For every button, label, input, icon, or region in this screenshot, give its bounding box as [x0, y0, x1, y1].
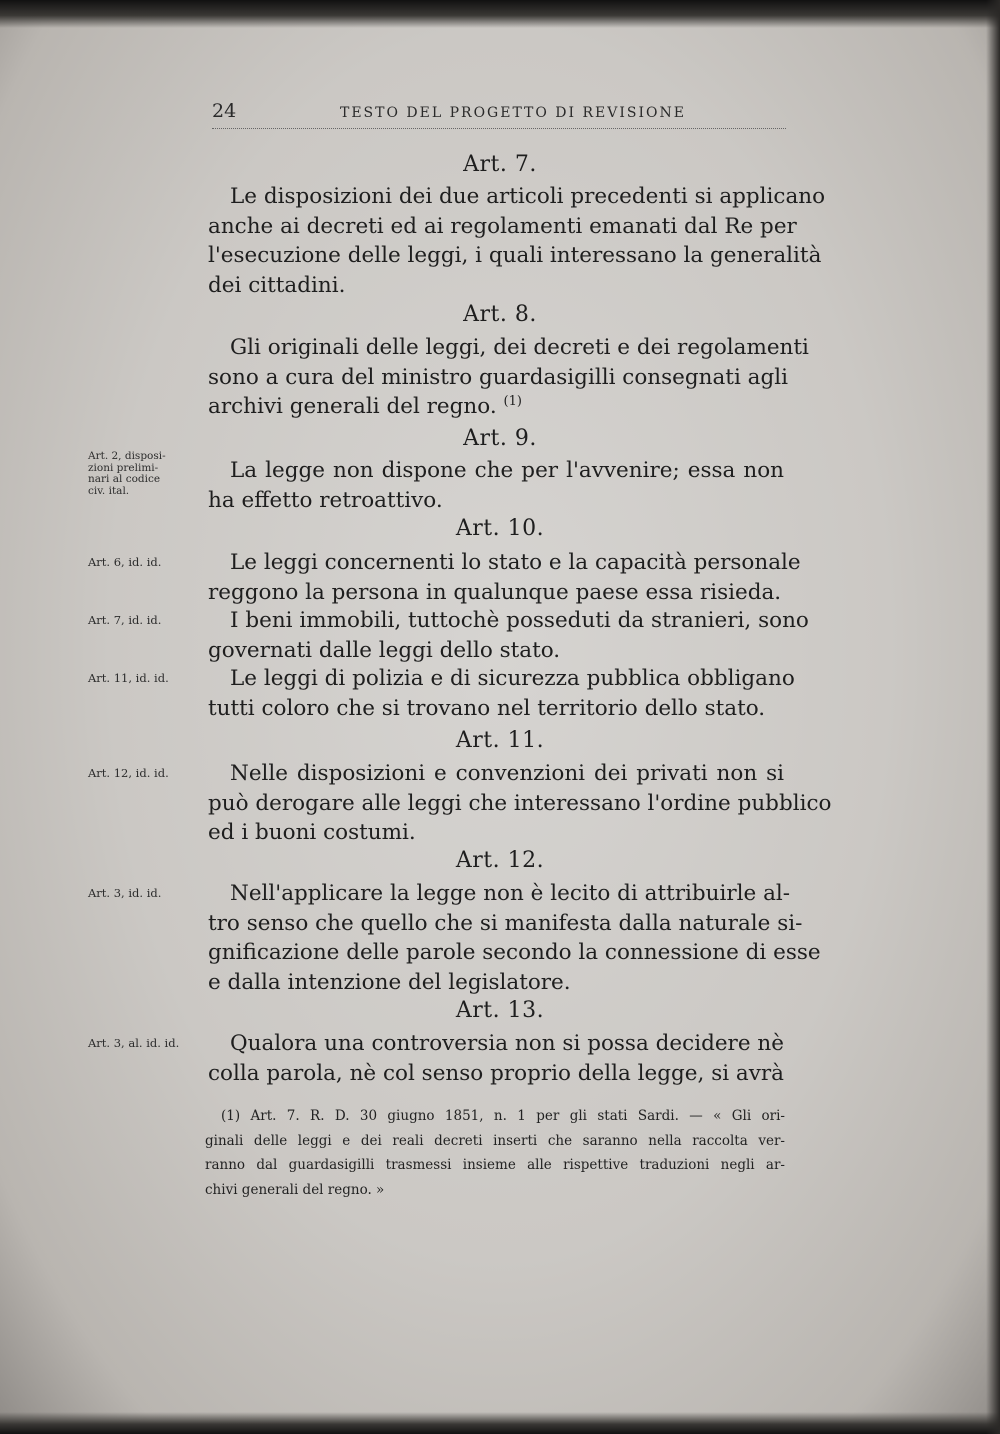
article-paragraph — [208, 664, 795, 723]
page-number: 24 — [212, 100, 237, 122]
text-line: può derogare alle leggi che interessano l'ordine pubblico — [208, 790, 832, 816]
side-note: Art. 11, id. id. — [88, 671, 169, 685]
text-line: Le leggi di polizia e di sicurezza pubblica obbligano — [230, 666, 795, 691]
article-paragraph — [208, 879, 821, 997]
article-heading: Art. 8. — [463, 302, 537, 327]
text-line: l'esecuzione delle leggi, i quali interessano la generalità — [208, 243, 822, 268]
article-paragraph — [208, 182, 826, 300]
text-line: Le leggi concernenti lo stato e la capacità personale — [230, 550, 801, 575]
running-header — [210, 100, 786, 130]
text-line: La legge non dispone che per l'avvenire; essa non — [230, 458, 784, 483]
article-heading: Art. 9. — [463, 426, 537, 451]
text-line: e dalla intenzione del legislatore. — [208, 969, 571, 995]
text-line: colla parola, nè col senso proprio della legge, si avrà — [208, 1060, 784, 1086]
running-title: TESTO DEL PROGETTO DI REVISIONE — [340, 105, 686, 121]
text-line: dei cittadini. — [208, 272, 346, 298]
side-note: Art. 3, al. id. id. — [88, 1036, 180, 1050]
text-line: Nelle disposizioni e convenzioni dei privati non si — [230, 761, 784, 786]
text-line: I beni immobili, tuttochè posseduti da stranieri, sono — [230, 608, 809, 633]
text-line: governati dalle leggi dello stato. — [208, 637, 561, 663]
text-line: tro senso che quello che si manifesta dalla naturale si- — [208, 910, 803, 936]
article-paragraph — [208, 548, 801, 607]
article-paragraph — [208, 1029, 784, 1088]
side-note: Art. 3, id. id. — [88, 886, 162, 900]
scan-edge-top — [0, 0, 1000, 28]
text-line: Le disposizioni dei due articoli precedenti si applicano — [230, 184, 826, 209]
article-heading: Art. 12. — [455, 848, 545, 873]
side-note: Art. 2, disposi- zioni prelimi- nari al codice civ. ital. — [88, 450, 166, 497]
text-line: Gli originali delle leggi, dei decreti e dei regolamenti — [230, 335, 809, 360]
text-line: sono a cura del ministro guardasigilli consegnati agli — [208, 364, 788, 390]
article-heading: Art. 11. — [455, 728, 545, 753]
article-heading: Art. 13. — [455, 998, 545, 1023]
article-heading: Art. 10. — [455, 516, 545, 541]
text-line: gnificazione delle parole secondo la connessione di esse — [208, 940, 821, 965]
footnote-reference: (1) — [503, 393, 522, 409]
scan-edge-right — [986, 0, 1000, 1434]
header-rule — [212, 128, 786, 129]
side-note: Art. 6, id. id. — [88, 555, 162, 569]
side-note: Art. 12, id. id. — [88, 766, 169, 780]
scan-edge-bottom — [0, 1412, 1000, 1434]
footnote — [205, 1104, 785, 1202]
side-note: Art. 7, id. id. — [88, 613, 162, 627]
article-paragraph — [208, 333, 809, 422]
article-heading: Art. 7. — [463, 152, 537, 177]
article-paragraph — [208, 606, 809, 665]
article-paragraph — [208, 456, 784, 515]
footnote-line: chivi generali del regno. » — [205, 1181, 385, 1198]
text-line: tutti coloro che si trovano nel territorio dello stato. — [208, 695, 766, 721]
text-line: reggono la persona in qualunque paese essa risieda. — [208, 579, 782, 605]
text-line: Qualora una controversia non si possa decidere nè — [230, 1031, 784, 1056]
text-line: ha effetto retroattivo. — [208, 487, 443, 513]
text-line: Nell'applicare la legge non è lecito di attribuirle al- — [230, 881, 791, 906]
text-line: anche ai decreti ed ai regolamenti emanati dal Re per — [208, 213, 797, 239]
text-line: archivi generali del regno. $^{(1)}$ — [208, 393, 522, 419]
footnote-line: ranno dal guardasigilli trasmessi insieme alle rispettive traduzioni negli ar- — [205, 1157, 785, 1173]
footnote-line: ginali delle leggi e dei reali decreti inserti che saranno nella raccolta ver- — [205, 1132, 785, 1149]
text-line: ed i buoni costumi. — [208, 820, 416, 845]
article-paragraph — [208, 759, 832, 848]
footnote-line: (1) Art. 7. R. D. 30 giugno 1851, n. 1 per gli stati Sardi. — « Gli ori- — [221, 1108, 785, 1124]
